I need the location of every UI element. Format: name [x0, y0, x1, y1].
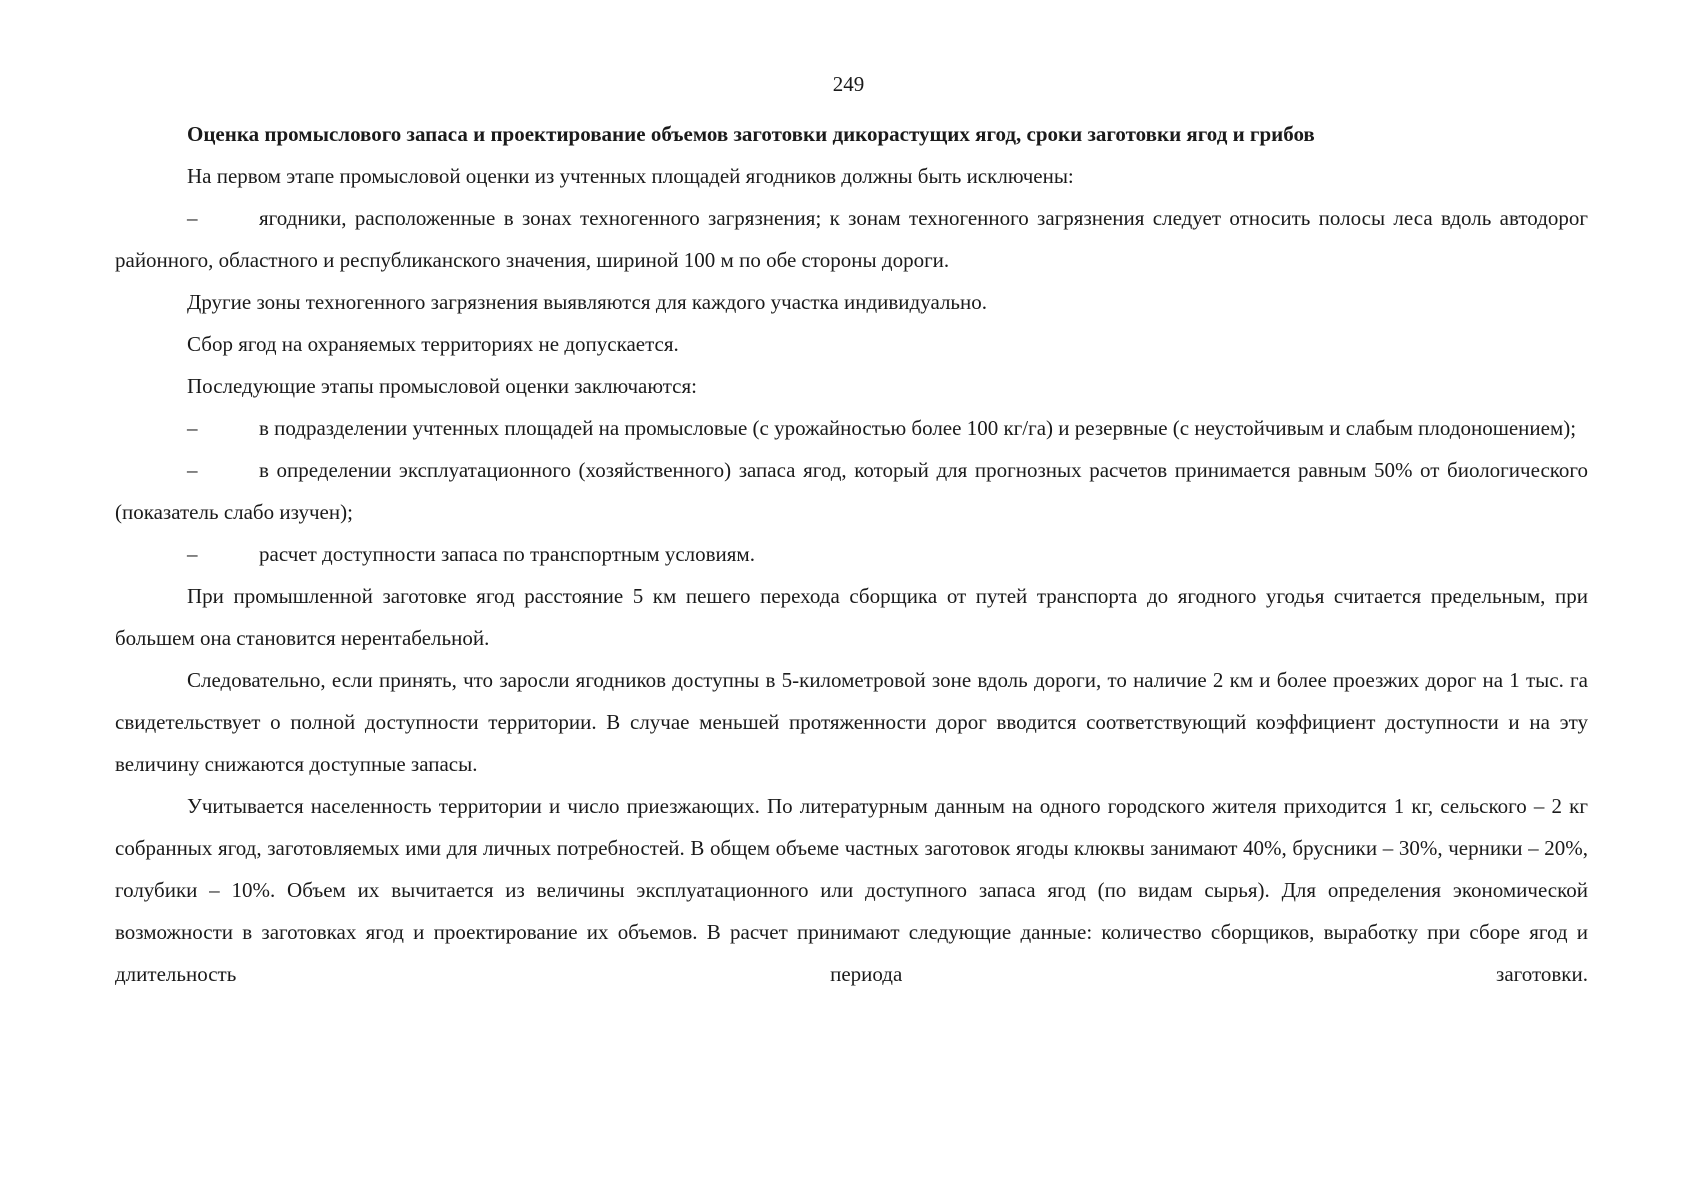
list-item-text: в определении эксплуатационного (хозяйственного) запаса ягод, который для прогнозных расчетов принимается равным 50% от биологического (показатель слабо изучен);: [115, 458, 1588, 524]
list-dash: –: [187, 206, 198, 230]
paragraph-population: Учитывается населенность территории и число приезжающих. По литературным данным на одного городского жителя приходится 1 кг, сельского – 2 кг собранных ягод, заготовляемых ими для личных потребностей. В общем объеме частных заготовок ягоды клюквы занимают 40%, брусники – 30%, черники – 20%, голубики – 10%. Объем их вычитается из величины эксплуатационного или доступного запаса ягод (по видам сырья). Для определения экономической возможности в заготовках ягод и проектирование их объемов. В расчет принимают следующие данные: количество сборщиков, выработку при сборе ягод и длительность периода заготовки.: [115, 794, 1588, 986]
paragraph-next-stages: Последующие этапы промысловой оценки заключаются:: [187, 374, 697, 398]
section-heading: Оценка промыслового запаса и проектирование объемов заготовки дикорастущих ягод, сроки заготовки ягод и грибов: [187, 122, 1315, 146]
paragraph-protected-areas: Сбор ягод на охраняемых территориях не допускается.: [187, 332, 679, 356]
list-item-pollution-zones: [115, 197, 1588, 281]
list-dash: –: [187, 458, 198, 482]
list-item-subdivision: [115, 407, 1588, 449]
list-item-accessibility: [115, 533, 1588, 575]
page-number: 249: [832, 72, 865, 96]
list-item-text: в подразделении учтенных площадей на промысловые (с урожайностью более 100 кг/га) и резервные (с неустойчивым и слабым плодоношением);: [259, 416, 1577, 440]
paragraph-intro: На первом этапе промысловой оценки из учтенных площадей ягодников должны быть исключены:: [187, 164, 1074, 188]
list-item-text: расчет доступности запаса по транспортным условиям.: [259, 542, 755, 566]
list-dash: –: [187, 542, 198, 566]
paragraph-walking-distance: При промышленной заготовке ягод расстояние 5 км пешего перехода сборщика от путей транспорта до ягодного угодья считается предельным, при большем она становится нерентабельной.: [115, 584, 1588, 650]
paragraph-road-access: Следовательно, если принять, что заросли ягодников доступны в 5-километровой зоне вдоль дороги, то наличие 2 км и более проезжих дорог на 1 тыс. га свидетельствует о полной доступности территории. В случае меньшей протяженности дорог вводится соответствующий коэффициент доступности и на эту величину снижаются доступные запасы.: [115, 668, 1588, 776]
list-dash: –: [187, 416, 198, 440]
list-item-text: ягодники, расположенные в зонах техногенного загрязнения; к зонам техногенного загрязнения следует относить полосы леса вдоль автодорог районного, областного и республиканского значения, шириной 100 м по обе стороны дороги.: [115, 206, 1588, 272]
document-body: [115, 113, 1588, 995]
list-item-operational-stock: [115, 449, 1588, 533]
paragraph-other-zones: Другие зоны техногенного загрязнения выявляются для каждого участка индивидуально.: [187, 290, 987, 314]
